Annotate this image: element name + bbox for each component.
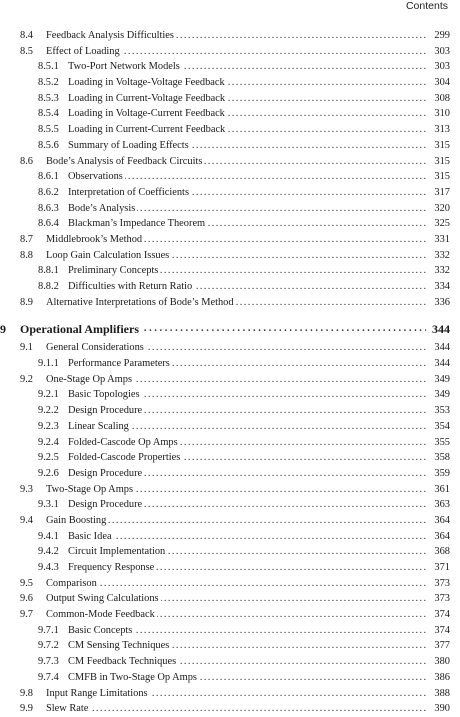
toc-entry-label — [20, 154, 204, 170]
toc-entry-label — [20, 340, 146, 356]
section-title: Two-Stage Op Amps — [46, 483, 134, 495]
section-title: Linear Scaling — [68, 420, 129, 432]
toc-entry-label — [38, 122, 227, 138]
toc-entry[interactable] — [0, 279, 460, 295]
toc-entry[interactable] — [0, 295, 460, 311]
toc-entry-label — [38, 529, 114, 545]
page-number: 325 — [426, 216, 450, 232]
toc-entry[interactable] — [0, 154, 460, 170]
section-title: Common-Mode Feedback — [46, 609, 155, 621]
toc-entry[interactable] — [0, 44, 460, 60]
section-number: 8.5.4 — [38, 108, 59, 120]
page-number: 388 — [426, 686, 450, 702]
toc-entry-label — [0, 318, 141, 340]
toc-entry[interactable] — [0, 419, 460, 435]
page-number: 349 — [426, 387, 450, 403]
running-head: Contents — [405, 0, 448, 12]
toc-entry-label — [38, 670, 199, 686]
section-number: 8.5.2 — [38, 77, 59, 89]
toc-entry[interactable] — [0, 670, 460, 686]
toc-entry[interactable] — [0, 106, 460, 122]
section-number: 9.2.6 — [38, 467, 59, 479]
section-number: 8.7 — [20, 233, 33, 245]
section-number: 9.2.3 — [38, 420, 59, 432]
toc-entry[interactable] — [0, 75, 460, 91]
toc-entry-label — [38, 279, 194, 295]
toc-entry[interactable] — [0, 435, 460, 451]
toc-entry-label — [38, 185, 191, 201]
toc-entry[interactable] — [0, 544, 460, 560]
toc-entry[interactable] — [0, 403, 460, 419]
toc-entry[interactable] — [0, 201, 460, 217]
page-number: 310 — [426, 106, 450, 122]
section-title: CMFB in Two-Stage Op Amps — [68, 671, 197, 683]
section-number: 8.5.1 — [38, 61, 59, 73]
toc-entry[interactable] — [0, 387, 460, 403]
toc-entry-label — [20, 232, 144, 248]
page-number: 371 — [426, 560, 450, 576]
section-title: Folded-Cascode Properties — [68, 452, 181, 464]
page-number: 354 — [426, 419, 450, 435]
page-number: 331 — [426, 232, 450, 248]
toc-entry[interactable] — [0, 169, 460, 185]
section-number: 9.3.1 — [38, 499, 59, 511]
toc-entry-label — [20, 701, 90, 717]
section-number: 9.2.2 — [38, 405, 59, 417]
toc-entry[interactable] — [0, 482, 460, 498]
section-number: 9.3 — [20, 483, 33, 495]
section-title: Operational Amplifiers — [20, 322, 139, 337]
page-number: 368 — [426, 544, 450, 560]
page-number: 373 — [426, 591, 450, 607]
section-title: General Considerations — [46, 342, 144, 354]
section-number: 8.6.3 — [38, 202, 59, 214]
toc-entry-label — [38, 201, 137, 217]
section-title: Loading in Voltage-Voltage Feedback — [68, 77, 225, 89]
page-number: 344 — [426, 340, 450, 356]
toc-entry[interactable] — [0, 560, 460, 576]
section-title: Loading in Current-Voltage Feedback — [68, 92, 226, 104]
toc-entry[interactable] — [0, 623, 460, 639]
section-number: 9.4.1 — [38, 530, 59, 542]
toc-entry[interactable] — [0, 686, 460, 702]
toc-entry-label — [38, 623, 134, 639]
section-title: Effect of Loading — [46, 45, 120, 57]
section-number: 8.9 — [20, 296, 33, 308]
page-number: 304 — [426, 75, 450, 91]
section-number: 9.1 — [20, 342, 33, 354]
toc-entry-label — [38, 435, 180, 451]
section-title: Interpretation of Coefficients — [68, 186, 189, 198]
page-number: 349 — [426, 372, 450, 388]
toc-entry[interactable] — [0, 59, 460, 75]
page-number: 374 — [426, 623, 450, 639]
section-number: 9.2 — [20, 373, 33, 385]
section-number: 9.5 — [20, 577, 33, 589]
section-title: Slew Rate — [46, 703, 89, 715]
toc-entry[interactable] — [0, 340, 460, 356]
section-title: Circuit Implementation — [68, 546, 166, 558]
section-title: Blackman’s Impedance Theorem — [68, 218, 206, 230]
toc-entry-label — [38, 497, 144, 513]
toc-entry-label — [38, 59, 182, 75]
toc-entry[interactable] — [0, 513, 460, 529]
page-number: 317 — [426, 185, 450, 201]
toc-entry[interactable] — [0, 466, 460, 482]
section-number: 8.6.1 — [38, 171, 59, 183]
section-title: Gain Boosting — [46, 514, 107, 526]
toc-entry[interactable] — [0, 654, 460, 670]
page-number: 332 — [426, 263, 450, 279]
toc-entry[interactable] — [0, 576, 460, 592]
page-number: 373 — [426, 576, 450, 592]
section-number: 9.2.5 — [38, 452, 59, 464]
page-number: 336 — [426, 295, 450, 311]
page-number: 390 — [426, 701, 450, 717]
toc-entry-label — [38, 356, 172, 372]
section-number: 9.6 — [20, 593, 33, 605]
toc-entry-label — [20, 591, 161, 607]
section-title: Frequency Response — [68, 562, 155, 573]
toc-entry-label — [38, 403, 144, 419]
toc-entry-label — [38, 75, 227, 91]
toc-entry[interactable] — [0, 356, 460, 372]
page-number: 363 — [426, 497, 450, 513]
section-number: 8.5.3 — [38, 92, 59, 104]
toc-entry-label — [20, 44, 122, 60]
dot-leader — [40, 701, 430, 717]
section-number: 9 — [0, 322, 6, 337]
section-number: 9.7.2 — [38, 640, 59, 652]
toc-entry-label — [38, 419, 131, 435]
page-number: 380 — [426, 654, 450, 670]
toc-entry-label — [20, 28, 176, 44]
section-title: Loading in Voltage-Current Feedback — [68, 108, 225, 120]
page-number: 359 — [426, 466, 450, 482]
toc-entry[interactable] — [0, 216, 460, 232]
toc-entry[interactable] — [0, 607, 460, 623]
page-number: 315 — [426, 169, 450, 185]
section-title: Loading in Current-Current Feedback — [68, 124, 226, 136]
toc-entry-label — [38, 387, 142, 403]
section-title: CM Sensing Techniques — [68, 640, 170, 652]
section-title: Performance Parameters — [68, 358, 170, 370]
section-title: Bode’s Analysis — [68, 202, 136, 214]
toc-entry-label — [20, 248, 171, 264]
section-title: CM Feedback Techniques — [68, 656, 177, 668]
toc-entry-label — [38, 169, 125, 185]
section-number: 9.9 — [20, 703, 33, 715]
toc-chapter-entry[interactable] — [0, 318, 460, 340]
toc-entry-label — [38, 544, 167, 560]
section-title: Comparison — [46, 577, 97, 589]
toc-entry[interactable] — [0, 450, 460, 466]
section-title: Design Procedure — [68, 499, 143, 511]
toc-entry-label — [20, 295, 236, 311]
table-of-contents — [0, 28, 460, 717]
section-title: Bode’s Analysis of Feedback Circuits — [46, 155, 203, 167]
section-number: 9.2.1 — [38, 389, 59, 401]
section-title: Alternative Interpretations of Bode’s Method — [46, 296, 234, 308]
toc-entry[interactable] — [0, 248, 460, 264]
page-number: 364 — [426, 529, 450, 545]
toc-entry[interactable] — [0, 232, 460, 248]
toc-entry[interactable] — [0, 263, 460, 279]
page-number: 344 — [426, 356, 450, 372]
toc-entry-label — [38, 106, 227, 122]
section-number: 8.5.5 — [38, 124, 59, 136]
toc-entry[interactable] — [0, 372, 460, 388]
toc-entry[interactable] — [0, 138, 460, 154]
toc-entry-label — [38, 263, 160, 279]
section-number: 8.5.6 — [38, 139, 59, 151]
section-number: 9.4.3 — [38, 562, 59, 573]
page-number: 334 — [426, 279, 450, 295]
page-number: 313 — [426, 122, 450, 138]
page-number: 320 — [426, 201, 450, 217]
toc-entry[interactable] — [0, 591, 460, 607]
section-title: Feedback Analysis Difficulties — [46, 30, 174, 41]
toc-entry-label — [20, 607, 157, 623]
toc-entry[interactable] — [0, 497, 460, 513]
toc-entry[interactable] — [0, 185, 460, 201]
toc-entry-label — [20, 372, 134, 388]
section-title: Basic Idea — [68, 530, 112, 542]
toc-entry[interactable] — [0, 529, 460, 545]
section-number: 9.4.2 — [38, 546, 59, 558]
toc-entry-label — [38, 91, 227, 107]
page-number: 374 — [426, 607, 450, 623]
page-number: 377 — [426, 638, 450, 654]
section-number: 9.4 — [20, 514, 33, 526]
section-title: Two-Port Network Models — [68, 61, 180, 73]
toc-entry-label — [20, 686, 150, 702]
page-number: 386 — [426, 670, 450, 686]
page-number: 344 — [426, 318, 450, 340]
toc-entry[interactable] — [0, 122, 460, 138]
page-number: 364 — [426, 513, 450, 529]
section-number: 8.6.4 — [38, 218, 59, 230]
section-title: Basic Concepts — [68, 624, 133, 636]
page-number: 355 — [426, 435, 450, 451]
page-number: 353 — [426, 403, 450, 419]
page-number: 361 — [426, 482, 450, 498]
section-title: Design Procedure — [68, 405, 143, 417]
section-number: 9.8 — [20, 687, 33, 699]
section-number: 8.8.2 — [38, 281, 59, 292]
section-number: 9.7.1 — [38, 624, 59, 636]
page-number: 299 — [426, 28, 450, 44]
section-title: Design Procedure — [68, 467, 143, 479]
toc-entry-label — [38, 450, 182, 466]
toc-entry-label — [38, 138, 191, 154]
toc-entry-label — [38, 466, 144, 482]
page-number: 315 — [426, 154, 450, 170]
section-title: Summary of Loading Effects — [68, 139, 189, 151]
section-number: 8.8 — [20, 249, 33, 261]
section-number: 9.7.3 — [38, 656, 59, 668]
section-number: 8.6 — [20, 155, 33, 167]
section-number: 9.1.1 — [38, 358, 59, 370]
section-title: One-Stage Op Amps — [46, 373, 133, 385]
toc-entry[interactable] — [0, 701, 460, 717]
toc-entry-label — [20, 576, 99, 592]
toc-entry-label — [20, 482, 135, 498]
section-number: 8.8.1 — [38, 265, 59, 277]
section-title: Basic Topologies — [68, 389, 140, 401]
page-number: 315 — [426, 138, 450, 154]
section-number: 8.4 — [20, 30, 33, 41]
section-title: Folded-Cascode Op Amps — [68, 436, 178, 448]
section-title: Loop Gain Calculation Issues — [46, 249, 170, 261]
section-title: Preliminary Concepts — [68, 265, 159, 277]
page-number: 332 — [426, 248, 450, 264]
toc-entry-label — [38, 638, 171, 654]
page-number: 303 — [426, 59, 450, 75]
toc-entry-label — [38, 216, 207, 232]
toc-entry[interactable] — [0, 28, 460, 44]
section-title: Observations — [68, 171, 123, 183]
section-title: Difficulties with Return Ratio — [68, 281, 193, 292]
section-title: Output Swing Calculations — [46, 593, 159, 605]
toc-entry[interactable] — [0, 91, 460, 107]
toc-entry-label — [38, 654, 178, 670]
section-title: Input Range Limitations — [46, 687, 148, 699]
section-number: 8.5 — [20, 45, 33, 57]
toc-entry-label — [20, 513, 108, 529]
page-number: 308 — [426, 91, 450, 107]
toc-entry-label — [38, 560, 156, 576]
toc-entry[interactable] — [0, 638, 460, 654]
section-number: 9.7 — [20, 609, 33, 621]
page-number: 358 — [426, 450, 450, 466]
section-number: 9.7.4 — [38, 671, 59, 683]
section-number: 9.2.4 — [38, 436, 59, 448]
section-number: 8.6.2 — [38, 186, 59, 198]
page-number: 303 — [426, 44, 450, 60]
section-title: Middlebrook’s Method — [46, 233, 143, 245]
